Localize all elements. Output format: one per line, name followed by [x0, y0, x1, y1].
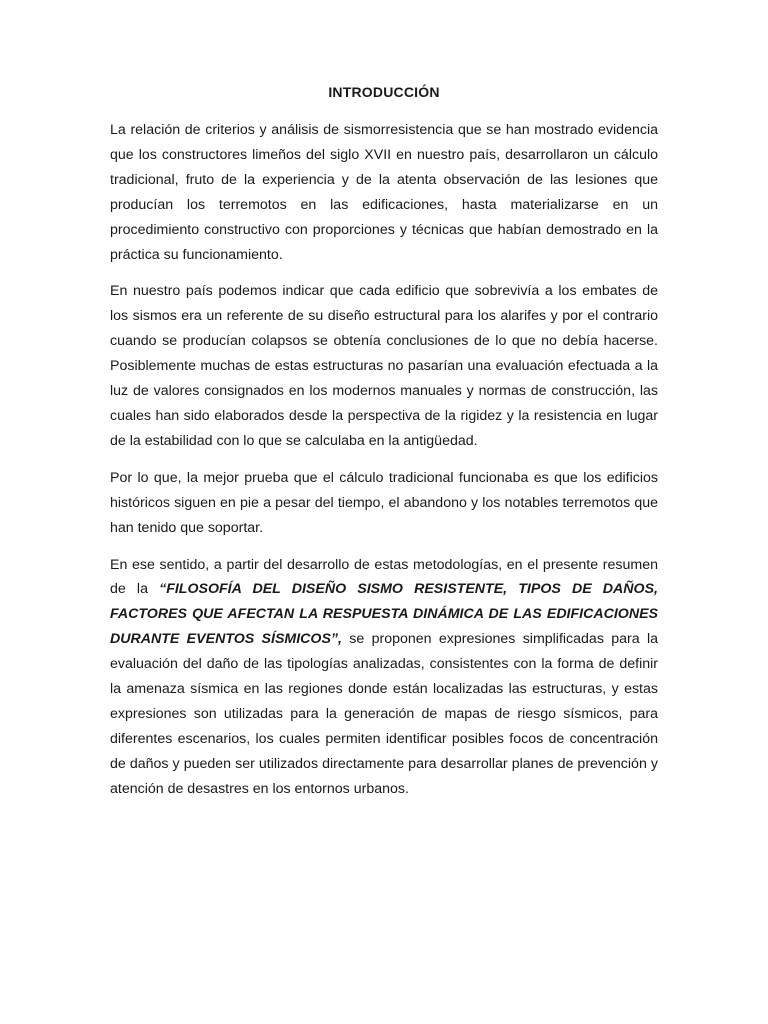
paragraph-1: La relación de criterios y análisis de sismorresistencia que se han mostrado evidencia que los constructores limeños del siglo XVII en nuestro país, desarrollaron un cálculo tradicional, fruto de la experiencia y de la atenta observación de las lesiones que producían los terremotos en las edificaciones, hasta materializarse en un procedimiento constructivo con proporciones y técnicas que habían demostrado en la práctica su funcionamiento.: [110, 122, 658, 263]
document-title: INTRODUCCIÓN: [328, 84, 440, 100]
paragraph-4-body: se proponen expresiones simplificadas para la evaluación del daño de las tipologías analizadas, consistentes con la forma de definir la amenaza sísmica en las regiones donde están localizadas las estructuras, y estas expresiones son utilizadas para la generación de mapas de riesgo sísmicos, para diferentes escenarios, los cuales permiten identificar posibles focos de concentración de daños y pueden ser utilizados directamente para desarrollar planes de prevención y atención de desastres en los entornos urbanos.: [110, 631, 658, 797]
paragraph-3: Por lo que, la mejor prueba que el cálculo tradicional funcionaba es que los edificios históricos siguen en pie a pesar del tiempo, el abandono y los notables terremotos que han tenido que soportar.: [110, 469, 658, 536]
paragraph-4-intro: En ese sentido, a partir del desarrollo de estas metodologías, en el presente resumen de la: [110, 556, 658, 598]
document-subject-title: “FILOSOFÍA DEL DISEÑO SISMO RESISTENTE, TIPOS DE DAÑOS, FACTORES QUE AFECTAN LA RESPUESTA DINÁMICA DE LAS EDIFICACIONES DURANTE EVENTOS SÍSMICOS”,: [110, 581, 658, 648]
paragraph-4: [110, 553, 658, 802]
document-page: [110, 82, 658, 814]
paragraph-2: En nuestro país podemos indicar que cada edificio que sobrevivía a los embates de los sismos era un referente de su diseño estructural para los alarifes y por el contrario cuando se producían colapsos se obtenía conclusiones de lo que no debía hacerse. Posiblemente muchas de estas estructuras no pasarían una evaluación efectuada a la luz de valores consignados en los modernos manuales y normas de construcción, las cuales han sido elaborados desde la perspectiva de la rigidez y la resistencia en lugar de la estabilidad con lo que se calculaba en la antigüedad.: [110, 283, 658, 449]
